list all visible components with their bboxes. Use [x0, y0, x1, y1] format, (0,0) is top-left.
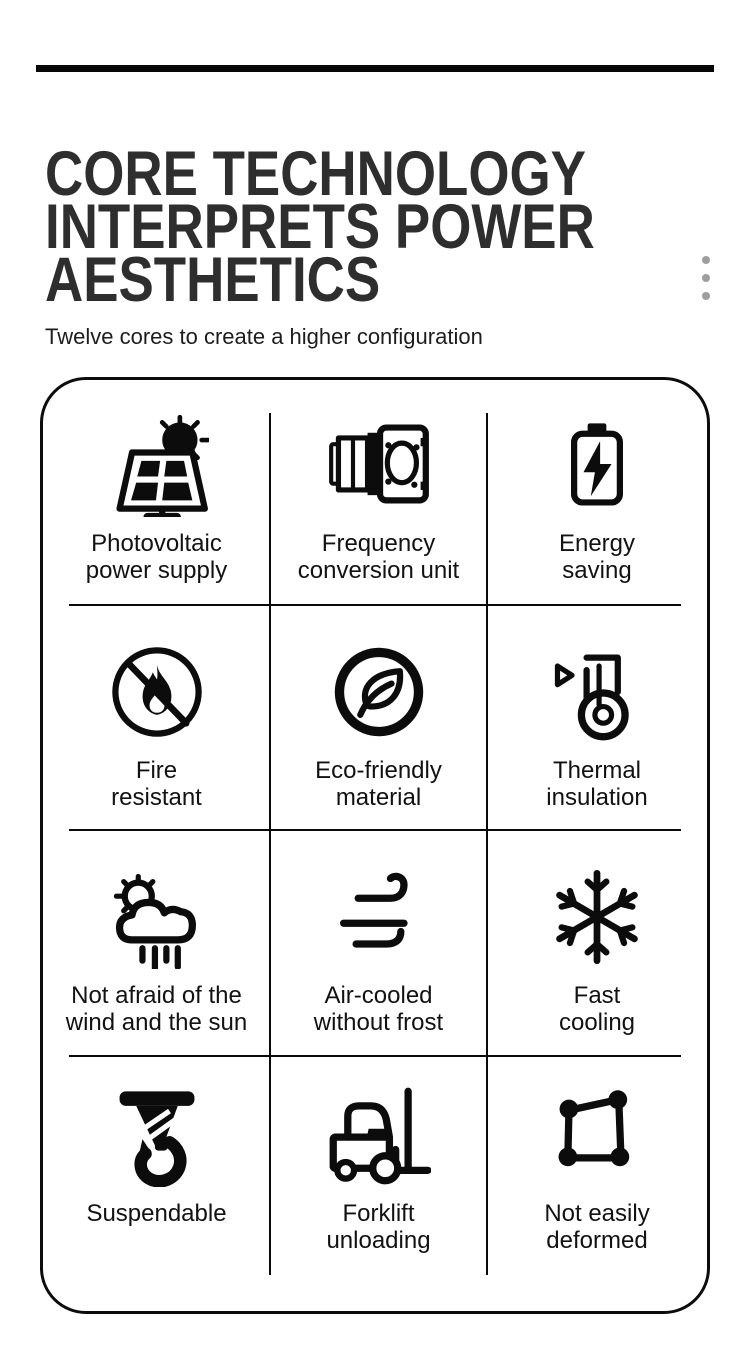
- solar-panel-sun-icon: [105, 413, 209, 517]
- vertical-dots-icon: [702, 256, 710, 300]
- thermometer-icon: [545, 640, 649, 744]
- feature-air-cooled: [270, 832, 487, 1058]
- feature-frequency-conversion: [270, 380, 487, 607]
- feature-label: Not afraid of the wind and the sun: [65, 982, 248, 1036]
- title-line-3: AESTHETICS: [45, 245, 381, 316]
- top-divider: [36, 65, 714, 72]
- features-card: [40, 377, 710, 1314]
- dot: [702, 256, 710, 264]
- feature-label: Energy saving: [558, 530, 636, 584]
- feature-label: Eco-friendly material: [315, 757, 442, 811]
- cloud-sun-rain-icon: [105, 865, 209, 969]
- feature-weatherproof: [43, 832, 270, 1058]
- feature-label: Fire resistant: [111, 757, 202, 811]
- feature-label: Air-cooled without frost: [313, 982, 444, 1036]
- feature-forklift-unloading: [270, 1058, 487, 1311]
- page-title: [45, 139, 750, 316]
- feature-label: Thermal insulation: [546, 757, 648, 811]
- crane-hook-icon: [105, 1083, 209, 1187]
- wind-icon: [327, 865, 431, 969]
- features-grid: [43, 380, 707, 1311]
- title-line-1: CORE TECHNOLOGY: [45, 139, 586, 210]
- page-subtitle: Twelve cores to create a higher configuration: [45, 324, 483, 349]
- feature-label: Forklift unloading: [326, 1200, 431, 1254]
- dot: [702, 274, 710, 282]
- feature-label: Not easily deformed: [544, 1200, 650, 1254]
- feature-label: Photovoltaic power supply: [85, 530, 228, 584]
- feature-energy-saving: [487, 380, 707, 607]
- no-fire-icon: [105, 640, 209, 744]
- snowflake-icon: [545, 865, 649, 969]
- feature-thermal-insulation: [487, 607, 707, 832]
- feature-fire-resistant: [43, 607, 270, 832]
- feature-photovoltaic: [43, 380, 270, 607]
- leaf-circle-icon: [327, 640, 431, 744]
- battery-bolt-icon: [545, 413, 649, 517]
- feature-label: Suspendable: [86, 1200, 227, 1227]
- title-line-2: INTERPRETS POWER: [45, 192, 595, 263]
- forklift-icon: [327, 1083, 431, 1187]
- dot: [702, 292, 710, 300]
- frame-corners-icon: [545, 1083, 649, 1187]
- feature-eco-friendly: [270, 607, 487, 832]
- feature-label: Fast cooling: [558, 982, 636, 1036]
- feature-not-deformed: [487, 1058, 707, 1311]
- feature-label: Frequency conversion unit: [297, 530, 460, 584]
- frequency-converter-icon: [327, 413, 431, 517]
- feature-suspendable: [43, 1058, 270, 1311]
- feature-fast-cooling: [487, 832, 707, 1058]
